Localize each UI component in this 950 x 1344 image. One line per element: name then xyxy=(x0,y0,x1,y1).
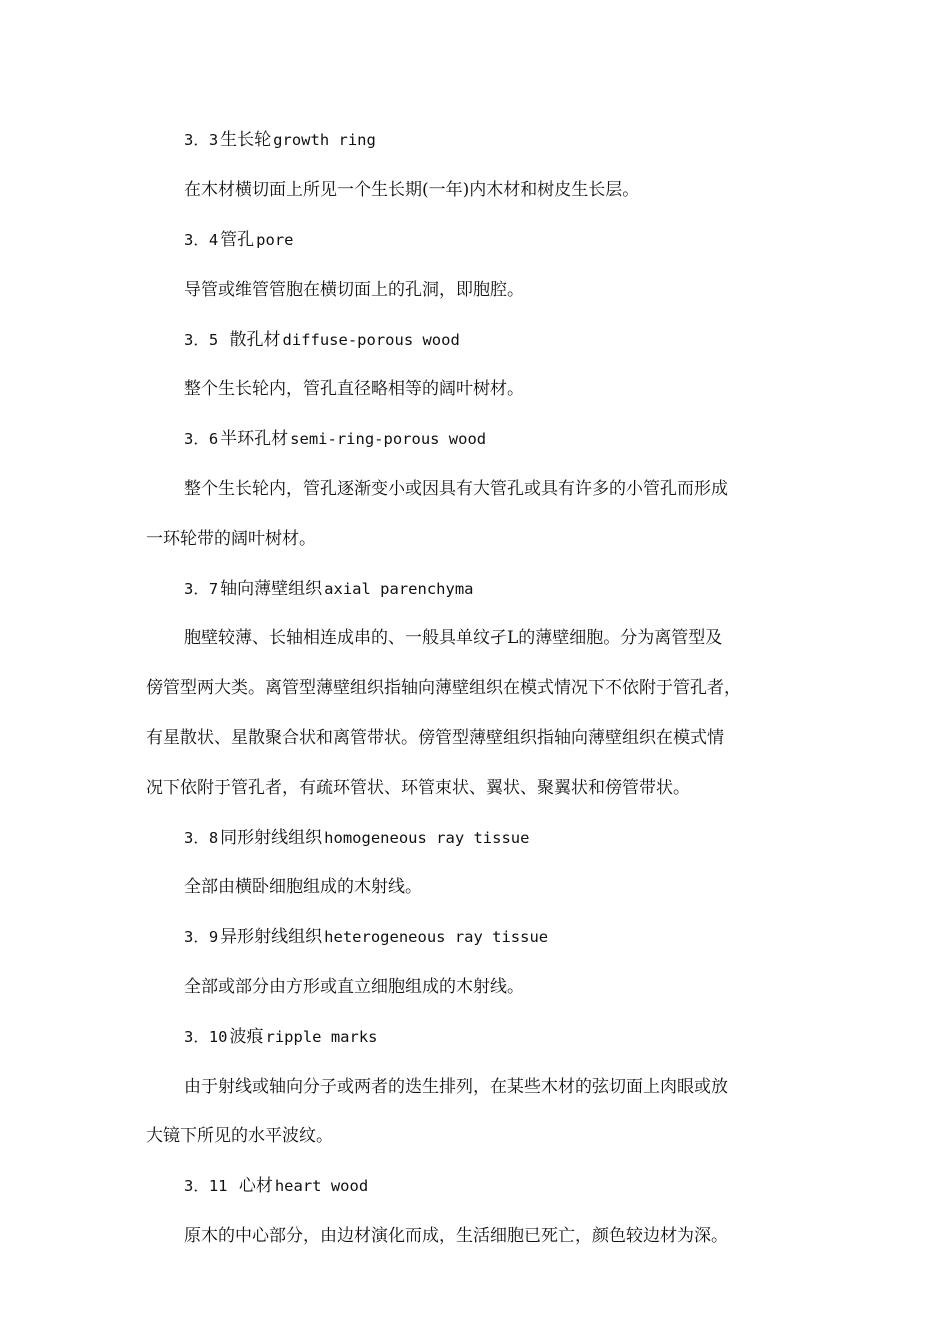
term-chinese: 波痕 xyxy=(229,1027,264,1047)
definition-line: 原木的中心部分，由边材演化而成，生活细胞已死亡，颜色较边材为深。 xyxy=(184,1226,728,1246)
definition-line: 傍管型两大类。离管型薄壁组织指轴向薄壁组织在模式情况下不依附于管孔者， xyxy=(146,678,741,698)
section-heading xyxy=(184,826,529,850)
term-chinese: 同形射线组织 xyxy=(220,828,323,848)
section-number: 3．11 xyxy=(184,1177,237,1195)
section-number: 3．10 xyxy=(184,1028,228,1046)
term-english: pore xyxy=(256,231,294,249)
section-heading xyxy=(184,228,294,252)
definition-line: 全部或部分由方形或直立细胞组成的木射线。 xyxy=(184,977,524,997)
definition-line: 全部由横卧细胞组成的木射线。 xyxy=(184,877,422,897)
definition-line: 整个生长轮内，管孔逐渐变小或因具有大管孔或具有许多的小管孔而形成 xyxy=(184,479,728,499)
definition-line: 导管或维管管胞在横切面上的孔洞，即胞腔。 xyxy=(184,280,524,300)
section-heading xyxy=(184,1174,368,1198)
definition-line: 大镜下所见的水平波纹。 xyxy=(146,1126,333,1146)
definition-line: 况下依附于管孔者，有疏环管状、环管束状、翼状、聚翼状和傍管带状。 xyxy=(146,778,690,798)
term-english: heart wood xyxy=(274,1177,369,1195)
term-chinese: 异形射线组织 xyxy=(220,927,323,947)
section-heading xyxy=(184,925,548,949)
section-number: 3．4 xyxy=(184,231,219,249)
definition-line: 胞壁较薄、长轴相连成串的、一般具单纹孑L的薄壁细胞。分为离管型及 xyxy=(184,628,723,648)
term-chinese: 散孔材 xyxy=(229,330,281,350)
term-english: heterogeneous ray tissue xyxy=(324,928,549,946)
section-number: 3．7 xyxy=(184,580,219,598)
term-chinese: 管孔 xyxy=(220,230,255,250)
term-english: semi-ring-porous wood xyxy=(290,430,487,448)
section-heading xyxy=(184,427,486,451)
section-heading xyxy=(184,1025,377,1049)
term-chinese: 轴向薄壁组织 xyxy=(220,579,323,599)
term-english: ripple marks xyxy=(265,1028,378,1046)
term-chinese: 生长轮 xyxy=(220,130,272,150)
section-number: 3．3 xyxy=(184,131,219,149)
term-chinese: 半环孔材 xyxy=(220,429,289,449)
term-english: diffuse-porous wood xyxy=(282,331,460,349)
term-chinese: 心材 xyxy=(238,1176,273,1196)
section-heading xyxy=(184,328,460,352)
definition-line: 整个生长轮内，管孔直径略相等的阔叶树材。 xyxy=(184,379,524,399)
term-english: axial parenchyma xyxy=(324,580,474,598)
definition-line: 由于射线或轴向分子或两者的迭生排列，在某些木材的弦切面上肉眼或放 xyxy=(184,1077,728,1097)
definition-line: 一环轮带的阔叶树材。 xyxy=(146,529,316,549)
section-number: 3．8 xyxy=(184,829,219,847)
term-english: homogeneous ray tissue xyxy=(324,829,530,847)
section-heading xyxy=(184,577,473,601)
section-number: 3．6 xyxy=(184,430,219,448)
term-english: growth ring xyxy=(273,131,376,149)
section-number: 3．9 xyxy=(184,928,219,946)
section-heading xyxy=(184,128,376,152)
definition-line: 在木材横切面上所见一个生长期(一年)内木材和树皮生长层。 xyxy=(184,180,640,200)
definition-line: 有星散状、星散聚合状和离管带状。傍管型薄壁组织指轴向薄壁组织在模式情 xyxy=(146,728,724,748)
section-number: 3．5 xyxy=(184,331,228,349)
